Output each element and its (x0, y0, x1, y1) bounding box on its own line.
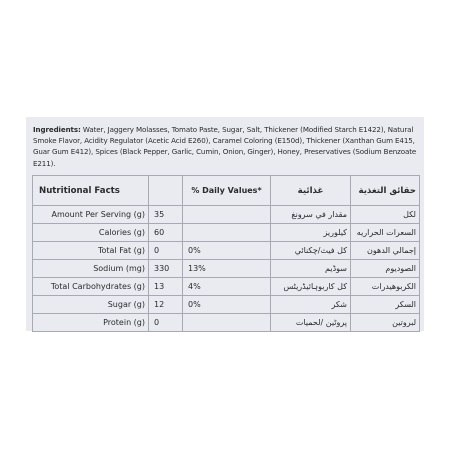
row-label-arabic: لكل (351, 206, 420, 224)
header-value (149, 176, 183, 206)
row-name-arabic: مقدار في سرونغ (271, 206, 351, 224)
row-label-arabic: لبروتين (351, 314, 420, 332)
row-label: Protein (g) (33, 314, 149, 332)
row-name-arabic: پروٹین /لحميات (271, 314, 351, 332)
row-daily-value (183, 224, 271, 242)
row-name-arabic: شکر (271, 296, 351, 314)
table-row (33, 260, 420, 278)
row-name-arabic: سوڈیم (271, 260, 351, 278)
row-value: 35 (149, 206, 183, 224)
table-row (33, 242, 420, 260)
row-daily-value: 0% (183, 296, 271, 314)
ingredients-text (33, 124, 421, 169)
row-label: Calories (g) (33, 224, 149, 242)
row-label: Amount Per Serving (g) (33, 206, 149, 224)
table-row (33, 278, 420, 296)
row-label: Sugar (g) (33, 296, 149, 314)
row-value: 0 (149, 242, 183, 260)
row-daily-value: 0% (183, 242, 271, 260)
row-name-arabic: كل كاربوہائیڈریٹس (271, 278, 351, 296)
table-row (33, 224, 420, 242)
row-daily-value (183, 206, 271, 224)
row-label: Total Fat (g) (33, 242, 149, 260)
nutrition-table (32, 175, 420, 332)
row-name-arabic: كيلوريز (271, 224, 351, 242)
ingredients-label: Ingredients: (33, 125, 81, 134)
header-nutritional-facts: Nutritional Facts (33, 176, 149, 206)
nutrition-header-row (33, 176, 420, 206)
row-label: Sodium (mg) (33, 260, 149, 278)
header-daily-values: % Daily Values* (183, 176, 271, 206)
row-value: 330 (149, 260, 183, 278)
row-label-arabic: السعرات الحراريه (351, 224, 420, 242)
row-daily-value: 4% (183, 278, 271, 296)
row-name-arabic: كل فيث/چكنائي (271, 242, 351, 260)
row-label-arabic: الكربوهيدرات (351, 278, 420, 296)
row-label: Total Carbohydrates (g) (33, 278, 149, 296)
row-value: 12 (149, 296, 183, 314)
table-row (33, 206, 420, 224)
row-daily-value: 13% (183, 260, 271, 278)
row-label-arabic: الصوديوم (351, 260, 420, 278)
table-row (33, 314, 420, 332)
row-value: 0 (149, 314, 183, 332)
ingredients-list: Water, Jaggery Molasses, Tomato Paste, Sugar, Salt, Thickener (Modified Starch E1422), Natural Smoke Flavor, Acidity Regulator (Acetic Acid E260), Caramel Coloring (E150d), Thickener (Xanthan Gum E415, Guar Gum E412), Spices (Black Pepper, Garlic, Cumin, Onion, Ginger), Honey, Preservatives (Sodium Benzoate E211). (33, 125, 417, 168)
row-label-arabic: السكر (351, 296, 420, 314)
header-facts-arabic: حقائق التغذية (351, 176, 420, 206)
row-value: 60 (149, 224, 183, 242)
row-daily-value (183, 314, 271, 332)
header-nutrient-arabic: غذائية (271, 176, 351, 206)
row-label-arabic: إجمالي الدهون (351, 242, 420, 260)
row-value: 13 (149, 278, 183, 296)
table-row (33, 296, 420, 314)
